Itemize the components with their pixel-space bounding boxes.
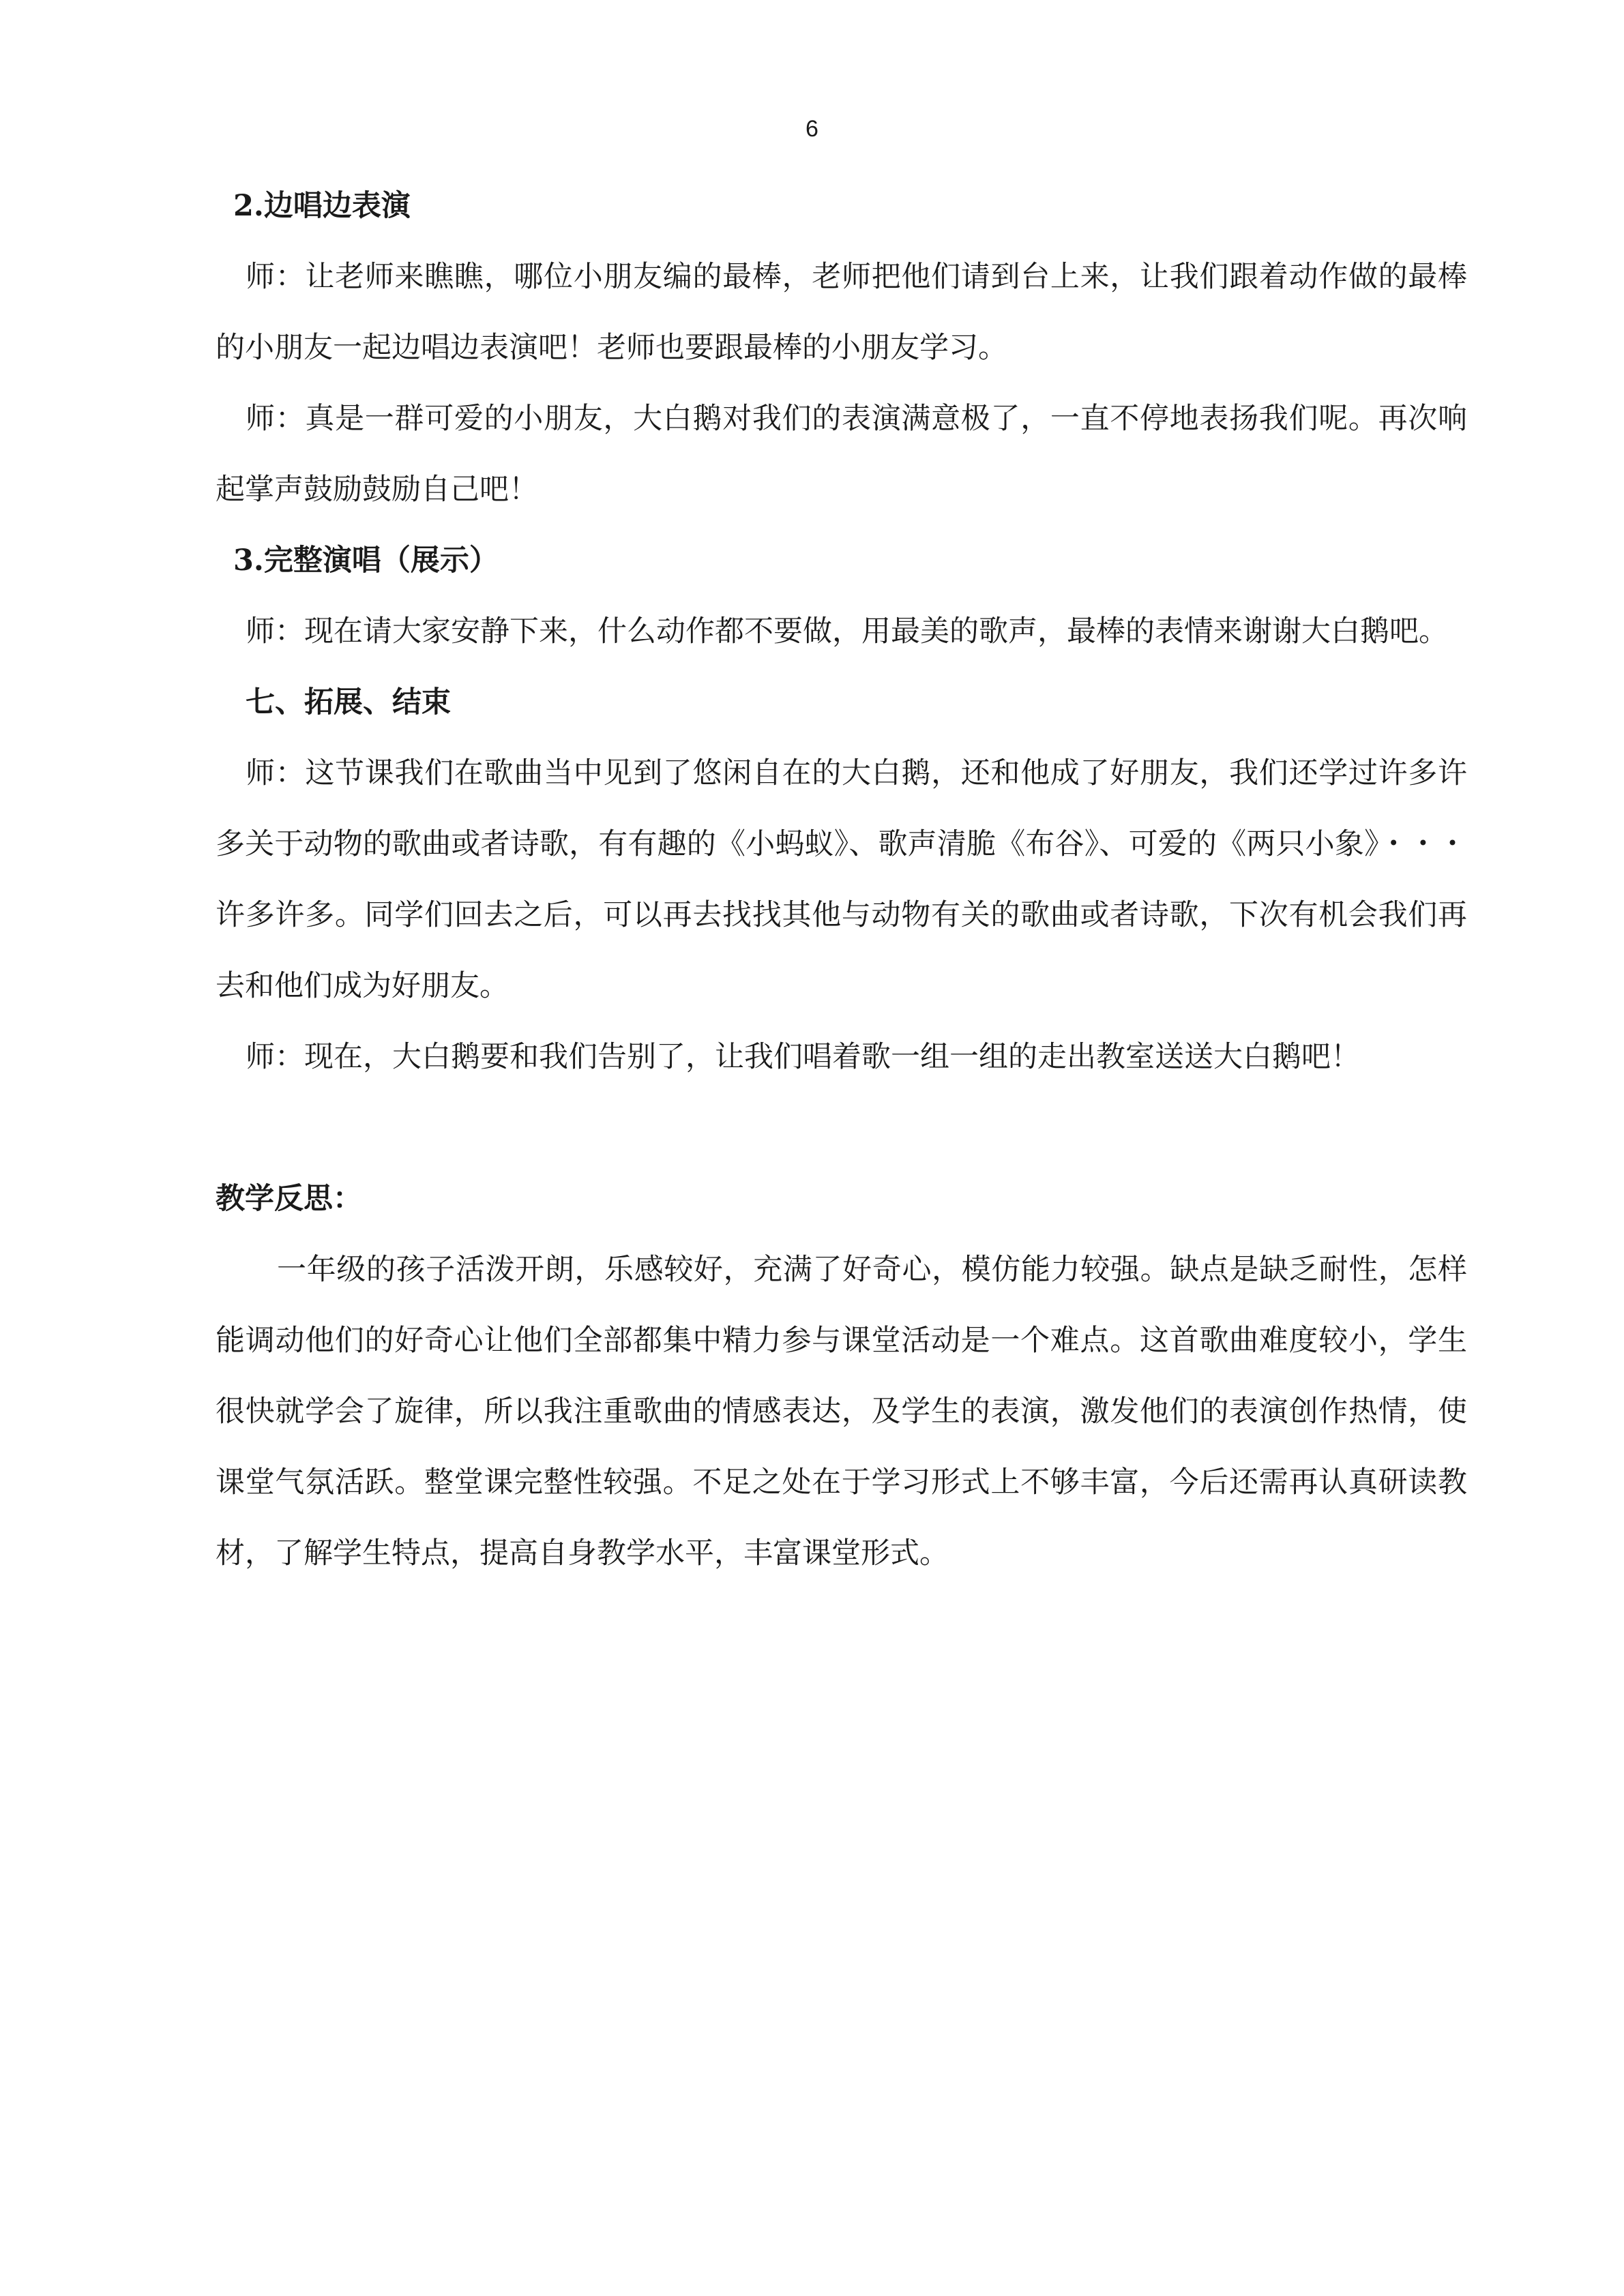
paragraph: 师：真是一群可爱的小朋友，大白鹅对我们的表演满意极了，一直不停地表扬我们呢。再次响起掌声鼓励鼓励自己吧！ [216,402,1467,507]
page-number: 6 [806,116,818,142]
section-heading-sing-and-perform: 2.边唱边表演 [233,189,411,223]
paragraph: 师：现在，大白鹅要和我们告别了，让我们唱着歌一组一组的走出教室送送大白鹅吧！ [246,1040,1360,1074]
document-body [216,170,1467,1589]
section-heading-full-performance: 3.完整演唱（展示） [233,543,499,578]
section-heading-extension-ending: 七、拓展、结束 [246,685,451,719]
reflection-heading: 教学反思： [216,1182,362,1216]
paragraph: 师：这节课我们在歌曲当中见到了悠闲自在的大白鹅，还和他成了好朋友，我们还学过许多许多关于动物的歌曲或者诗歌，有有趣的《小蚂蚁》、歌声清脆《布谷》、可爱的《两只小象》・・・许多许多。同学们回去之后，可以再去找找其他与动物有关的歌曲或者诗歌，下次有机会我们再去和他们成为好朋友。 [216,756,1467,1003]
reflection-paragraph: 一年级的孩子活泼开朗，乐感较好，充满了好奇心，模仿能力较强。缺点是缺乏耐性，怎样能调动他们的好奇心让他们全部都集中精力参与课堂活动是一个难点。这首歌曲难度较小，学生很快就学会了旋律，所以我注重歌曲的情感表达，及学生的表演，激发他们的表演创作热情，使课堂气氛活跃。整堂课完整性较强。不足之处在于学习形式上不够丰富，今后还需再认真研读教材，了解学生特点，提高自身教学水平，丰富课堂形式。 [216,1253,1467,1570]
paragraph: 师：现在请大家安静下来，什么动作都不要做，用最美的歌声，最棒的表情来谢谢大白鹅吧。 [246,614,1448,648]
paragraph: 师：让老师来瞧瞧，哪位小朋友编的最棒，老师把他们请到台上来，让我们跟着动作做的最棒的小朋友一起边唱边表演吧！老师也要跟最棒的小朋友学习。 [216,260,1467,365]
